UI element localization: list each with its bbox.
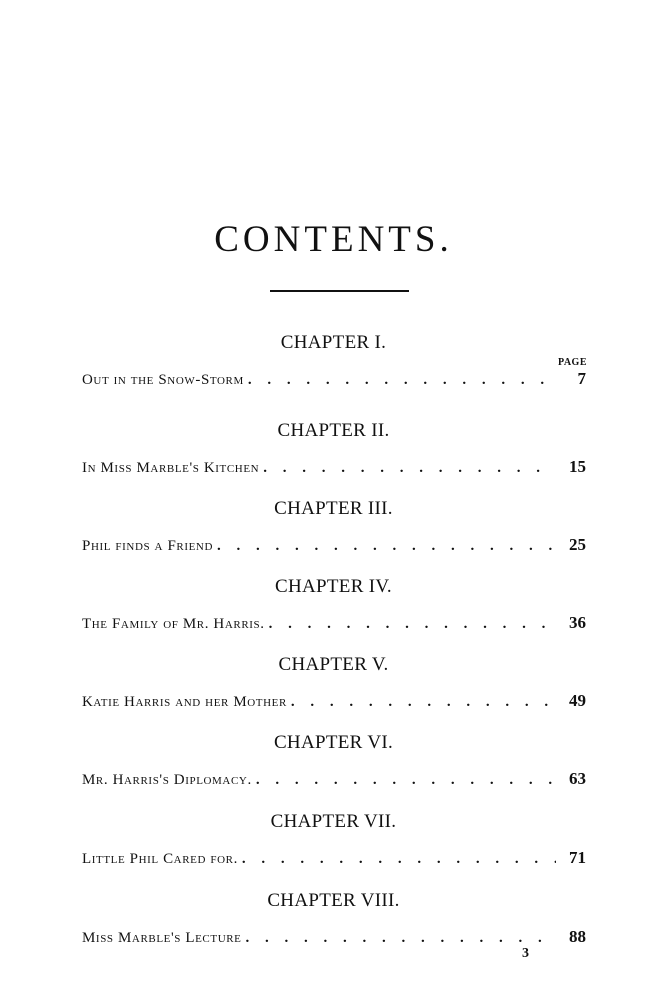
dot-leader	[263, 460, 556, 477]
toc-row	[82, 535, 586, 555]
dot-leader	[217, 538, 556, 555]
page-number: 36	[569, 613, 586, 632]
dot-leader	[248, 372, 556, 389]
chapter-title: The Family of Mr. Harris.	[82, 616, 265, 632]
chapter-title: Mr. Harris's Diplomacy.	[82, 772, 252, 788]
page-number: 49	[569, 691, 586, 710]
toc-row	[82, 613, 586, 633]
chapter-title: In Miss Marble's Kitchen	[82, 460, 260, 476]
chapter-heading: CHAPTER I.	[280, 332, 387, 353]
chapter-heading: CHAPTER VI.	[273, 732, 394, 753]
dot-leader	[246, 930, 557, 947]
toc-row	[82, 691, 586, 711]
dot-leader	[256, 772, 556, 789]
page-number: 7	[577, 369, 586, 388]
title-rule	[270, 290, 409, 292]
chapter-heading: CHAPTER VII.	[270, 811, 397, 832]
toc-row	[82, 769, 586, 789]
page-number: 63	[569, 769, 586, 788]
dot-leader	[242, 851, 556, 868]
toc-row	[82, 848, 586, 868]
chapter-heading: CHAPTER III.	[274, 498, 393, 519]
dot-leader	[291, 694, 556, 711]
toc-row	[82, 457, 586, 477]
chapter-heading: CHAPTER IV.	[275, 576, 392, 597]
chapter-heading: CHAPTER VIII.	[267, 890, 400, 911]
page-number: 71	[569, 848, 586, 867]
chapter-heading: CHAPTER V.	[278, 654, 389, 675]
chapter-title: Miss Marble's Lecture	[82, 930, 242, 946]
chapter-title: Phil finds a Friend	[82, 538, 213, 554]
chapter-title: Little Phil Cared for.	[82, 851, 238, 867]
chapter-title: Out in the Snow-Storm	[82, 372, 244, 388]
page-number: 15	[569, 457, 586, 476]
toc-row	[82, 927, 586, 947]
page-title: CONTENTS.	[214, 219, 453, 260]
page-number: 25	[569, 535, 586, 554]
page-number: 88	[569, 927, 586, 946]
page-column-label: PAGE	[557, 357, 587, 368]
chapter-title: Katie Harris and her Mother	[82, 694, 287, 710]
chapter-heading: CHAPTER II.	[277, 420, 390, 441]
dot-leader	[269, 616, 556, 633]
toc-row	[82, 369, 586, 389]
folio-page-number: 3	[522, 946, 529, 961]
